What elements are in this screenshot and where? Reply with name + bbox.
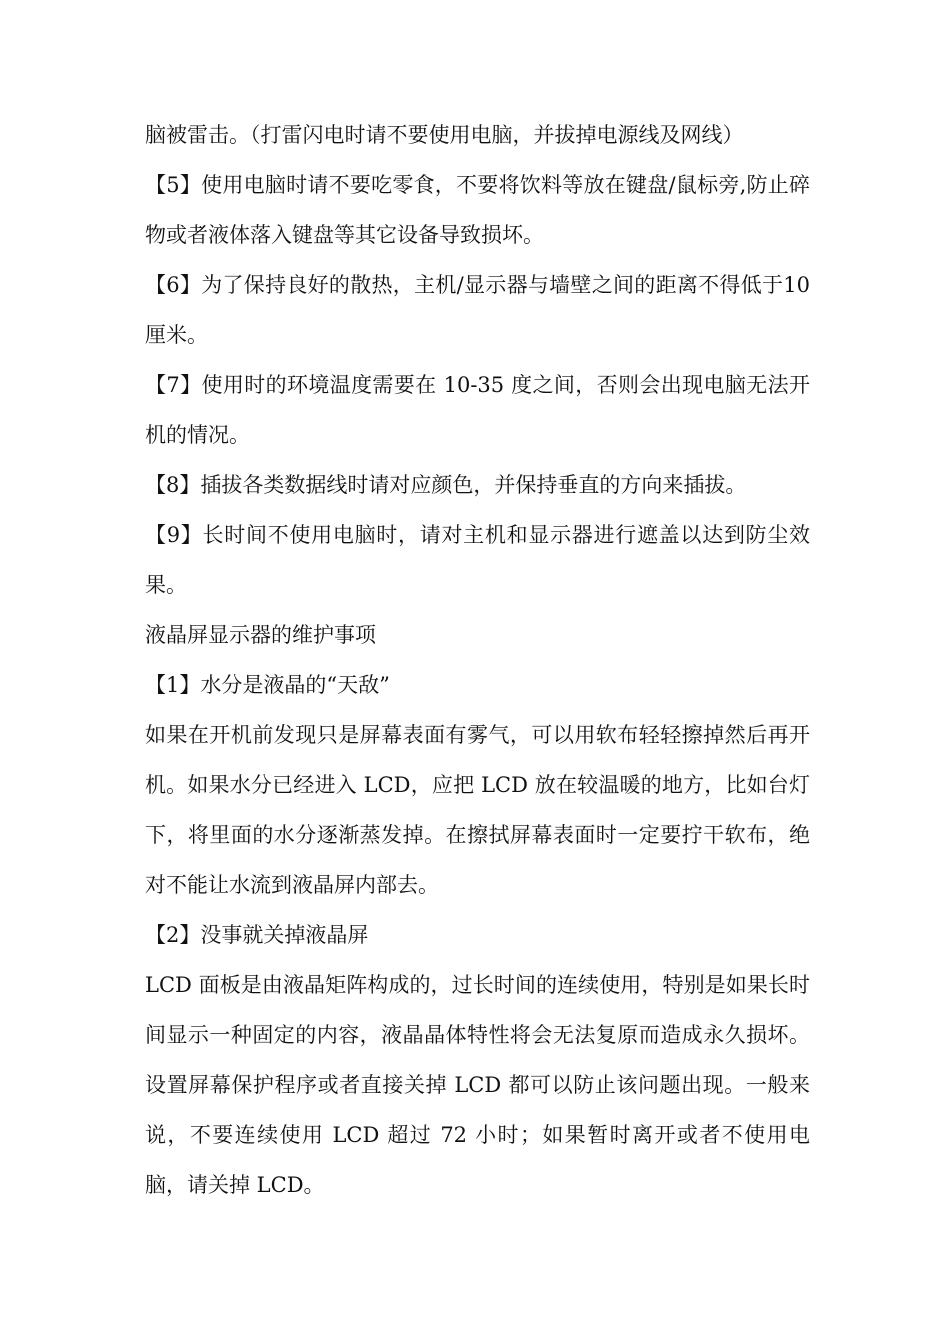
subheading-item-2: 【2】没事就关掉液晶屏 bbox=[145, 923, 369, 947]
paragraph-item-2-body: LCD 面板是由液晶矩阵构成的，过长时间的连续使用，特别是如果长时间显示一种固定的内容，液晶晶体特性将会无法复原而造成永久损坏。设置屏幕保护程序或者直接关掉 LCD 都可以防止该问题出现。一般来说，不要连续使用 LCD 超过 72 小时；如果暂时离开或者不使用电脑，请关掉 LCD。 bbox=[145, 973, 810, 1197]
paragraph-item-5: 【5】使用电脑时请不要吃零食，不要将饮料等放在键盘/鼠标旁,防止碎物或者液体落入键盘等其它设备导致损坏。 bbox=[145, 173, 810, 247]
paragraph-item-8: 【8】插拔各类数据线时请对应颜色，并保持垂直的方向来插拔。 bbox=[145, 473, 747, 497]
document-page bbox=[145, 110, 810, 1210]
paragraph-item-7: 【7】使用时的环境温度需要在 10-35 度之间，否则会出现电脑无法开机的情况。 bbox=[145, 373, 810, 447]
paragraph-item-9: 【9】长时间不使用电脑时，请对主机和显示器进行遮盖以达到防尘效果。 bbox=[145, 523, 810, 597]
paragraph-item-1-body: 如果在开机前发现只是屏幕表面有雾气，可以用软布轻轻擦掉然后再开机。如果水分已经进入 LCD，应把 LCD 放在较温暖的地方，比如台灯下，将里面的水分逐渐蒸发掉。在擦拭屏幕表面时一定要拧干软布，绝对不能让水流到液晶屏内部去。 bbox=[145, 723, 810, 897]
section-heading-lcd-maintenance: 液晶屏显示器的维护事项 bbox=[145, 623, 376, 647]
paragraph-item-6: 【6】为了保持良好的散热，主机/显示器与墙壁之间的距离不得低于10 厘米。 bbox=[145, 273, 810, 347]
subheading-item-1: 【1】水分是液晶的“天敌” bbox=[145, 673, 390, 697]
paragraph-intro-continuation: 脑被雷击。（打雷闪电时请不要使用电脑，并拔掉电源线及网线） bbox=[145, 123, 744, 147]
